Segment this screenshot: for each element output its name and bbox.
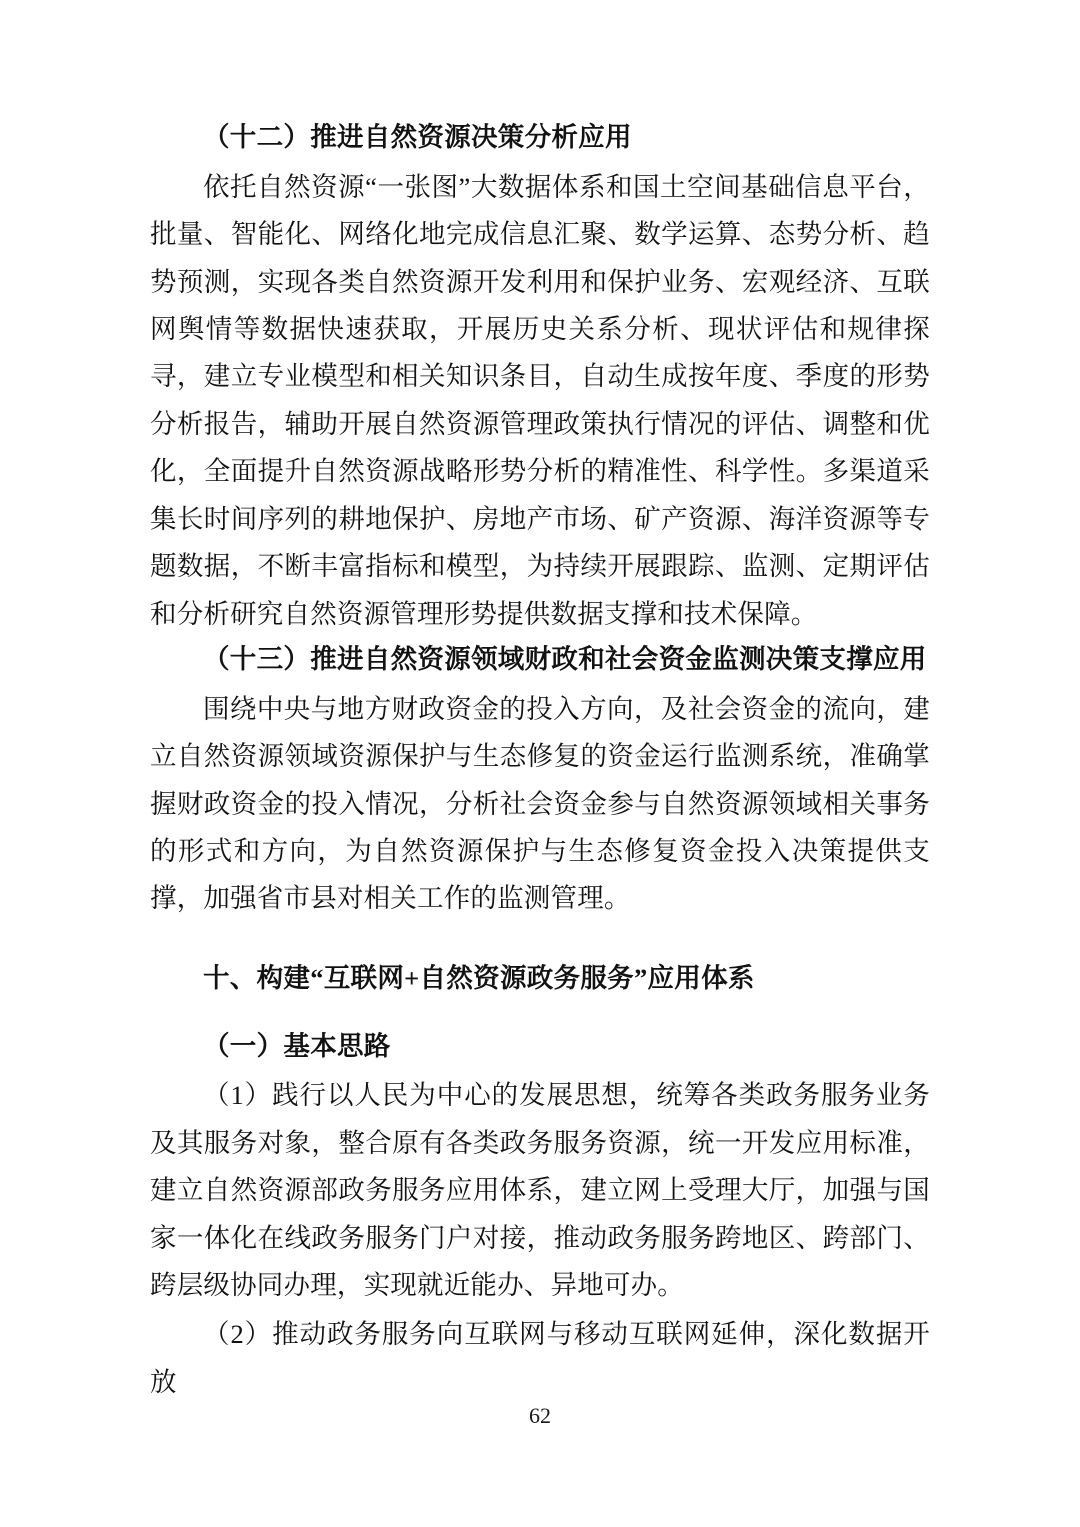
paragraph-13-1: 围绕中央与地方财政资金的投入方向，及社会资金的流向，建立自然资源领域资源保护与生态修复的资金运行监测系统，准确掌握财政资金的投入情况，分析社会资金参与自然资源领域相关事务的形式和方向，为自然资源保护与生态修复资金投入决策提供支撑，加强省市县对相关工作的监测管理。 <box>150 693 930 914</box>
section-spacer-after-chapter-10 <box>150 1005 930 1027</box>
chapter-heading-10: 十、构建“互联网+自然资源政务服务”应用体系 <box>203 962 755 993</box>
section-spacer-before-chapter-10 <box>150 925 930 959</box>
section-heading-13: （十三）推进自然资源领域财政和社会资金监测决策支撑应用 <box>203 643 927 674</box>
subsection-heading-1: （一）基本思路 <box>203 1030 391 1061</box>
document-body <box>150 118 930 1406</box>
paragraph-1-2: （2）推动政务服务向互联网与移动互联网延伸，深化数据开放 <box>150 1319 930 1397</box>
paragraph-1-1: （1）践行以人民为中心的发展思想，统筹各类政务服务业务及其服务对象，整合原有各类政务服务资源，统一开发应用标准，建立自然资源部政务服务应用体系，建立网上受理大厅，加强与国家一体化在线政务服务门户对接，推动政务服务跨地区、跨部门、跨层级协同办理，实现就近能办、异地可办。 <box>150 1080 930 1301</box>
paragraph-12-1: 依托自然资源“一张图”大数据体系和国土空间基础信息平台，批量、智能化、网络化地完成信息汇聚、数学运算、态势分析、趋势预测，实现各类自然资源开发利用和保护业务、宏观经济、互联网舆情等数据快速获取，开展历史关系分析、现状评估和规律探寻，建立专业模型和相关知识条目，自动生成按年度、季度的形势分析报告，辅助开展自然资源管理政策执行情况的评估、调整和优化，全面提升自然资源战略形势分析的精准性、科学性。多渠道采集长时间序列的耕地保护、房地产市场、矿产资源、海洋资源等专题数据，不断丰富指标和模型，为持续开展跟踪、监测、定期评估和分析研究自然资源管理形势提供数据支撑和技术保障。 <box>150 171 930 629</box>
section-heading-12: （十二）推进自然资源决策分析应用 <box>203 122 632 152</box>
page-number: 62 <box>529 1403 551 1428</box>
